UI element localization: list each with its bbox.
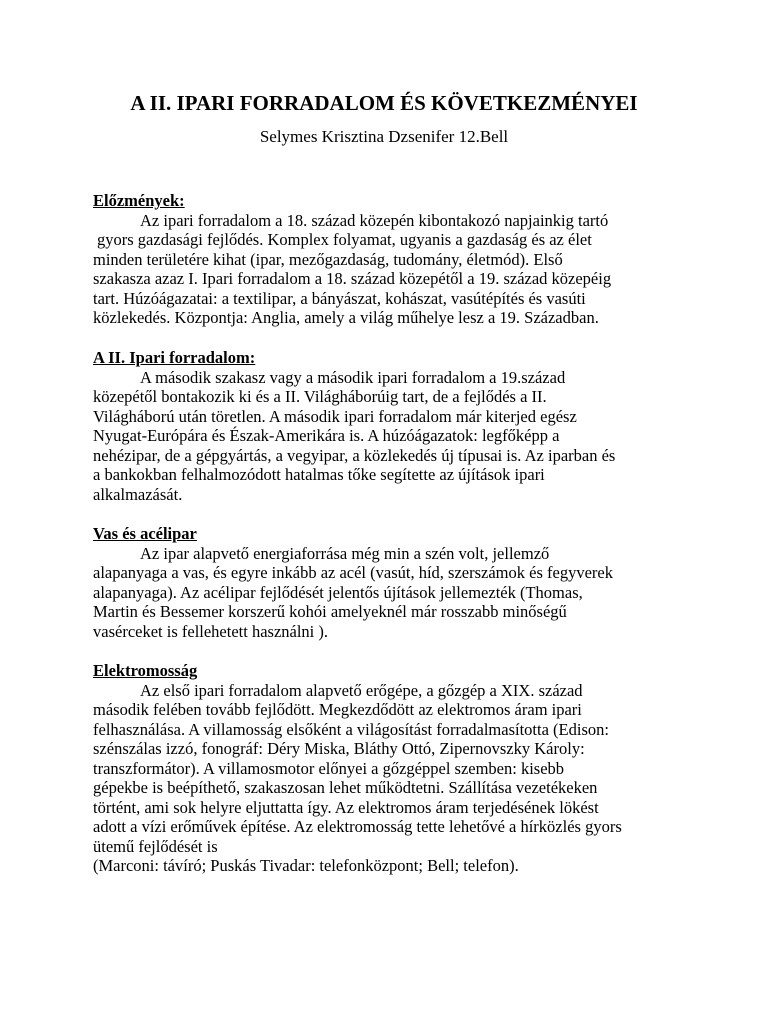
paragraph-line: felhasználása. A villamosság elsőként a világosítást forradalmasította (Edison:: [93, 719, 609, 739]
paragraph-line: közlekedés. Központja: Anglia, amely a világ műhelye lesz a 19. Században.: [93, 308, 599, 327]
section-heading: Előzmények:: [93, 191, 185, 210]
paragraph-line: szénszálas izzó, fonográf: Déry Miska, Bláthy Ottó, Zipernovszky Károly:: [93, 739, 585, 758]
paragraph-line: adott a vízi erőművek építése. Az elektromosság tette lehetővé a hírközlés gyors: [93, 817, 622, 836]
paragraph-line: a bankokban felhalmozódott hatalmas tőke segítette az újítások ipari: [93, 465, 545, 484]
paragraph-line: transzformátor). A villamosmotor előnyei a gőzgéppel szemben: kisebb: [93, 758, 565, 778]
paragraph-line: minden területére kihat (ipar, mezőgazdaság, tudomány, életmód). Első: [93, 249, 563, 269]
section-vas-es-acelipar: [93, 524, 693, 641]
paragraph-line: Martin és Bessemer korszerű kohói amelyeknél már rosszabb minőségű: [93, 602, 567, 621]
paragraph-line: vasérceket is fellehetett használni ).: [93, 621, 329, 641]
section-heading: Elektromosság: [93, 661, 198, 680]
paragraph-line: nehézipar, de a gépgyártás, a vegyipar, a közlekedés új típusai is. Az iparban és: [93, 445, 616, 465]
paragraph-line: közepétől bontakozik ki és a II. Világháborúig tart, de a fejlődés a II.: [93, 387, 547, 406]
section-ii-ipari-forradalom: [93, 348, 693, 504]
paragraph-line: Világháború után töretlen. A második ipari forradalom már kiterjed egész: [93, 406, 577, 426]
paragraph-line: Nyugat-Európára és Észak-Amerikára is. A húzóágazatok: legfőképp a: [93, 426, 560, 445]
paragraph-line: második felében tovább fejlődött. Megkezdődött az elektromos áram ipari: [93, 700, 582, 719]
section-heading: Vas és acélipar: [93, 524, 197, 543]
document-title: A II. IPARI FORRADALOM ÉS KÖVETKEZMÉNYEI: [130, 91, 638, 115]
paragraph-line: (Marconi: távíró; Puskás Tivadar: telefonközpont; Bell; telefon).: [93, 856, 519, 875]
paragraph-line: történt, ami sok helyre eljuttatta így. Az elektromos áram terjedésének lökést: [93, 797, 599, 817]
paragraph-line: alkalmazását.: [93, 484, 183, 504]
paragraph-line: tart. Húzóágazatai: a textilipar, a bányászat, kohászat, vasútépítés és vasúti: [93, 288, 586, 308]
paragraph-line: A második szakasz vagy a második ipari forradalom a 19.század: [140, 367, 566, 387]
paragraph-line: alapanyaga a vas, és egyre inkább az acél (vasút, híd, szerszámok és fegyverek: [93, 563, 613, 582]
section-elektromossag: [93, 661, 693, 876]
paragraph-line: Az első ipari forradalom alapvető erőgépe, a gőzgép a XIX. század: [140, 680, 583, 700]
paragraph-line: Az ipari forradalom a 18. század közepén kibontakozó napjainkig tartó: [140, 210, 609, 230]
paragraph-line: szakasza azaz I. Ipari forradalom a 18. század közepétől a 19. század közepéig: [93, 269, 612, 288]
paragraph-line: ütemű fejlődését is: [93, 836, 218, 856]
section-heading: A II. Ipari forradalom:: [93, 348, 256, 367]
paragraph-line: alapanyaga). Az acélipar fejlődését jelentős újítások jellemezték (Thomas,: [93, 582, 583, 602]
paragraph-line: gyors gazdasági fejlődés. Komplex folyamat, ugyanis a gazdaság és az élet: [97, 230, 592, 249]
document-author: Selymes Krisztina Dzsenifer 12.Bell: [259, 127, 509, 146]
paragraph-line: gépekbe is beépíthető, szakaszosan lehet működtetni. Szállítása vezetékeken: [93, 778, 598, 797]
paragraph-line: Az ipar alapvető energiaforrása még min a szén volt, jellemző: [140, 543, 550, 563]
section-elozmenyek: [93, 191, 693, 328]
